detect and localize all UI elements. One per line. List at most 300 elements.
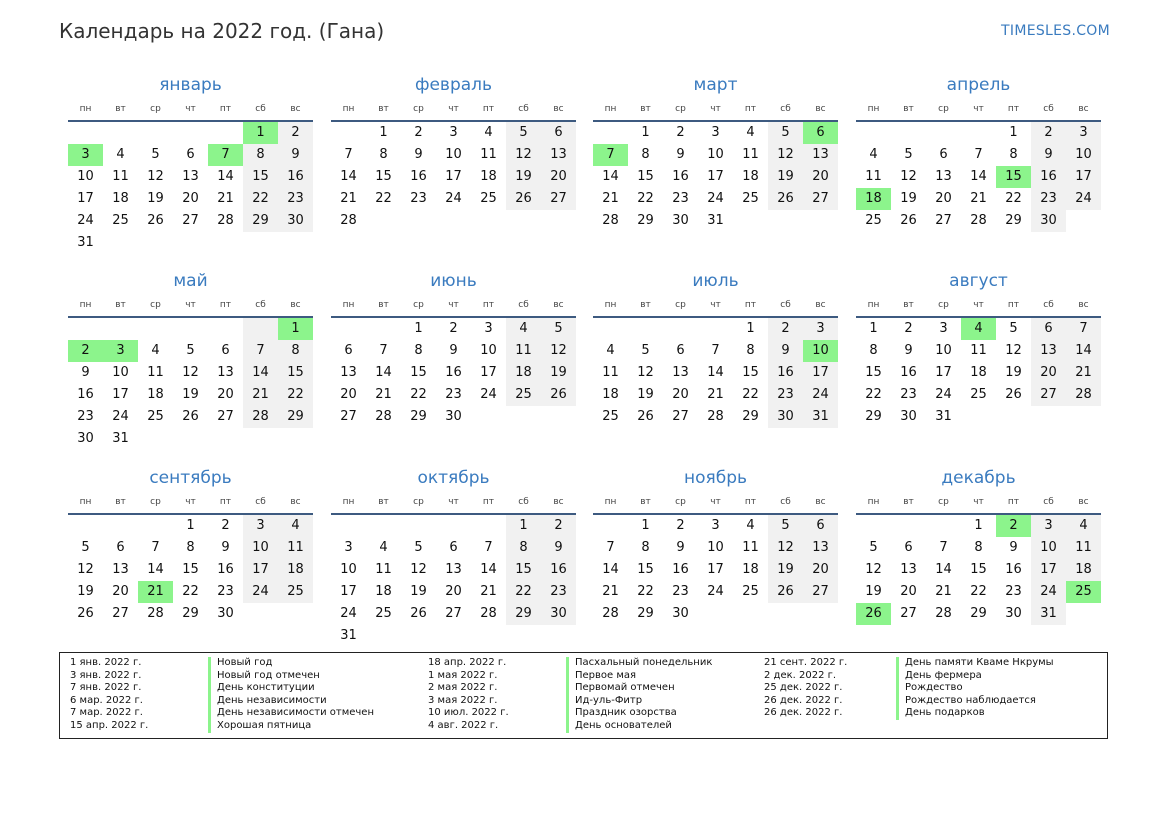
day-cell: 9: [81, 365, 90, 380]
day-cell: 11: [375, 562, 392, 577]
day-cell: 20: [112, 584, 129, 599]
weekday-label: сб: [780, 497, 791, 507]
month-7: [593, 269, 838, 428]
weekday-label: вс: [815, 497, 826, 507]
empty-day-cell: [208, 318, 243, 340]
day-cell: 26: [768, 188, 803, 210]
weekday-label: вс: [290, 104, 301, 114]
day-cell: 12: [541, 340, 576, 362]
day-cell: 1: [506, 515, 541, 537]
day-cell: 30: [77, 431, 94, 446]
day-cell: 14: [1066, 340, 1101, 362]
holiday-name: Новый год отмечен: [208, 670, 374, 683]
weekday-label: вс: [290, 300, 301, 310]
day-cell: 18: [1066, 559, 1101, 581]
day-cell: 7: [1066, 318, 1101, 340]
weekday-label: сб: [255, 497, 266, 507]
day-cell: 12: [1005, 343, 1022, 358]
day-cell: 27: [445, 606, 462, 621]
day-cell: 11: [742, 540, 759, 555]
day-cell: 4: [746, 518, 755, 533]
day-cell: 23: [278, 188, 313, 210]
holiday-date: 7 мар. 2022 г.: [70, 707, 143, 719]
day-cell: 1: [1009, 125, 1018, 140]
day-cell: 31: [77, 235, 94, 250]
day-cell: 6: [939, 147, 948, 162]
day-cell: 28: [602, 213, 619, 228]
day-cell: 23: [768, 384, 803, 406]
day-cell: 25: [147, 409, 164, 424]
empty-day-cell: [68, 515, 103, 537]
day-cell: 19: [182, 387, 199, 402]
day-cell: 14: [602, 169, 619, 184]
holiday-name: Новый год: [208, 657, 374, 670]
day-cell: 28: [1066, 384, 1101, 406]
holiday-day-cell: 7: [208, 144, 243, 166]
weekday-label: сб: [780, 104, 791, 114]
empty-day-cell: [138, 318, 173, 340]
weekday-label: вс: [1078, 104, 1089, 114]
day-cell: 4: [1066, 515, 1101, 537]
day-cell: 20: [803, 166, 838, 188]
weekday-label: вт: [640, 300, 651, 310]
day-cell: 8: [243, 144, 278, 166]
day-cell: 11: [865, 169, 882, 184]
day-cell: 23: [77, 409, 94, 424]
day-cell: 14: [970, 169, 987, 184]
day-cell: 3: [243, 515, 278, 537]
day-cell: 5: [506, 122, 541, 144]
day-cell: 15: [970, 562, 987, 577]
empty-day-cell: [366, 515, 401, 537]
day-cell: 15: [278, 362, 313, 384]
day-cell: 26: [182, 409, 199, 424]
holiday-day-cell: 3: [68, 144, 103, 166]
month-name: май: [173, 271, 208, 291]
holiday-date: 18 апр. 2022 г.: [428, 657, 507, 668]
day-cell: 11: [970, 343, 987, 358]
day-cell: 25: [742, 191, 759, 206]
day-cell: 22: [243, 188, 278, 210]
holiday-day-cell: 2: [68, 340, 103, 362]
day-cell: 11: [506, 340, 541, 362]
day-cell: 29: [410, 409, 427, 424]
day-cell: 17: [1031, 559, 1066, 581]
weekday-label: пт: [482, 104, 495, 114]
day-cell: 18: [506, 362, 541, 384]
day-cell: 15: [182, 562, 199, 577]
day-cell: 27: [803, 581, 838, 603]
month-8: [856, 269, 1101, 428]
empty-day-cell: [103, 122, 138, 144]
day-cell: 3: [939, 321, 948, 336]
weekday-label: сб: [518, 104, 529, 114]
day-cell: 8: [1009, 147, 1018, 162]
weekday-label: ср: [413, 497, 424, 507]
weekday-label: чт: [448, 104, 459, 114]
day-cell: 8: [869, 343, 878, 358]
day-cell: 18: [742, 169, 759, 184]
day-cell: 30: [672, 606, 689, 621]
day-cell: 5: [1009, 321, 1018, 336]
day-cell: 9: [278, 144, 313, 166]
empty-day-cell: [698, 318, 733, 340]
holiday-date: 3 янв. 2022 г.: [70, 669, 142, 681]
day-cell: 11: [1066, 537, 1101, 559]
day-cell: 10: [112, 365, 129, 380]
empty-day-cell: [173, 318, 208, 340]
day-cell: 6: [221, 343, 230, 358]
day-cell: 24: [480, 387, 497, 402]
day-cell: 17: [77, 191, 94, 206]
holiday-date: 10 июл. 2022 г.: [428, 707, 509, 719]
day-cell: 3: [344, 540, 353, 555]
day-cell: 2: [768, 318, 803, 340]
day-cell: 7: [243, 340, 278, 362]
day-cell: 26: [1005, 387, 1022, 402]
day-cell: 11: [742, 147, 759, 162]
day-cell: 21: [707, 387, 724, 402]
day-cell: 14: [147, 562, 164, 577]
empty-day-cell: [208, 122, 243, 144]
month-9: [68, 466, 313, 625]
day-cell: 14: [243, 362, 278, 384]
day-cell: 12: [637, 365, 654, 380]
weekday-label: пн: [604, 497, 617, 507]
day-cell: 1: [746, 321, 755, 336]
month-name: март: [693, 75, 738, 95]
day-cell: 5: [414, 540, 423, 555]
day-cell: 10: [1031, 537, 1066, 559]
weekday-label: чт: [973, 104, 984, 114]
day-cell: 4: [746, 125, 755, 140]
day-cell: 16: [1031, 166, 1066, 188]
day-cell: 15: [637, 562, 654, 577]
day-cell: 24: [707, 584, 724, 599]
weekday-label: чт: [710, 497, 721, 507]
day-cell: 27: [112, 606, 129, 621]
day-cell: 3: [711, 125, 720, 140]
weekday-label: вс: [553, 497, 564, 507]
day-cell: 19: [1005, 365, 1022, 380]
weekday-label: вт: [378, 497, 389, 507]
day-cell: 21: [480, 584, 497, 599]
day-cell: 17: [707, 562, 724, 577]
day-cell: 17: [935, 365, 952, 380]
day-cell: 21: [375, 387, 392, 402]
day-cell: 20: [340, 387, 357, 402]
day-cell: 7: [974, 147, 983, 162]
day-cell: 24: [803, 384, 838, 406]
day-cell: 29: [742, 409, 759, 424]
day-cell: 25: [375, 606, 392, 621]
day-cell: 29: [182, 606, 199, 621]
day-cell: 26: [541, 384, 576, 406]
day-cell: 3: [449, 125, 458, 140]
day-cell: 30: [217, 606, 234, 621]
day-cell: 6: [1031, 318, 1066, 340]
holiday-day-cell: 10: [803, 340, 838, 362]
day-cell: 21: [970, 191, 987, 206]
day-cell: 16: [1005, 562, 1022, 577]
month-name: ноябрь: [683, 468, 748, 488]
month-name: август: [949, 271, 1008, 291]
day-cell: 12: [77, 562, 94, 577]
day-cell: 6: [676, 343, 685, 358]
day-cell: 21: [217, 191, 234, 206]
day-cell: 29: [243, 210, 278, 232]
empty-day-cell: [401, 515, 436, 537]
day-cell: 15: [410, 365, 427, 380]
day-cell: 15: [506, 559, 541, 581]
day-cell: 21: [602, 191, 619, 206]
day-cell: 27: [935, 213, 952, 228]
holiday-name: Ид-уль-Фитр: [566, 695, 712, 708]
day-cell: 27: [541, 188, 576, 210]
holiday-dates-col-1: [70, 657, 148, 733]
day-cell: 5: [869, 540, 878, 555]
day-cell: 14: [602, 562, 619, 577]
day-cell: 9: [768, 340, 803, 362]
weekday-label: вт: [378, 104, 389, 114]
day-cell: 11: [147, 365, 164, 380]
weekday-label: сб: [518, 300, 529, 310]
weekday-label: чт: [185, 104, 196, 114]
day-cell: 31: [707, 213, 724, 228]
weekday-label: вс: [1078, 300, 1089, 310]
day-cell: 23: [217, 584, 234, 599]
day-cell: 7: [151, 540, 160, 555]
day-cell: 1: [414, 321, 423, 336]
day-cell: 5: [768, 122, 803, 144]
day-cell: 2: [541, 515, 576, 537]
day-cell: 3: [1066, 122, 1101, 144]
day-cell: 10: [1066, 144, 1101, 166]
day-cell: 17: [112, 387, 129, 402]
day-cell: 16: [410, 169, 427, 184]
weekday-label: чт: [448, 497, 459, 507]
day-cell: 16: [672, 169, 689, 184]
day-cell: 12: [410, 562, 427, 577]
day-cell: 1: [641, 518, 650, 533]
day-cell: 29: [637, 213, 654, 228]
day-cell: 30: [445, 409, 462, 424]
day-cell: 27: [803, 188, 838, 210]
empty-day-cell: [856, 515, 891, 537]
day-cell: 30: [672, 213, 689, 228]
day-cell: 30: [1031, 210, 1066, 232]
day-cell: 12: [506, 144, 541, 166]
day-cell: 13: [340, 365, 357, 380]
day-cell: 5: [904, 147, 913, 162]
empty-day-cell: [663, 318, 698, 340]
weekday-label: сб: [1043, 300, 1054, 310]
day-cell: 9: [1031, 144, 1066, 166]
day-cell: 10: [243, 537, 278, 559]
day-cell: 31: [1031, 603, 1066, 625]
day-cell: 9: [676, 540, 685, 555]
day-cell: 9: [449, 343, 458, 358]
month-name: октябрь: [417, 468, 490, 488]
day-cell: 17: [707, 169, 724, 184]
empty-day-cell: [436, 515, 471, 537]
day-cell: 22: [970, 584, 987, 599]
empty-day-cell: [926, 122, 961, 144]
holiday-date: 26 дек. 2022 г.: [764, 707, 843, 719]
empty-day-cell: [593, 122, 628, 144]
day-cell: 7: [484, 540, 493, 555]
day-cell: 25: [970, 387, 987, 402]
weekday-label: чт: [710, 104, 721, 114]
empty-day-cell: [138, 122, 173, 144]
day-cell: 2: [676, 518, 685, 533]
day-cell: 20: [900, 584, 917, 599]
day-cell: 7: [344, 147, 353, 162]
weekday-label: пт: [744, 497, 757, 507]
day-cell: 19: [506, 166, 541, 188]
day-cell: 23: [900, 387, 917, 402]
day-cell: 17: [243, 559, 278, 581]
weekday-label: вс: [1078, 497, 1089, 507]
holiday-date: 6 мар. 2022 г.: [70, 694, 143, 706]
day-cell: 29: [637, 606, 654, 621]
day-cell: 25: [480, 191, 497, 206]
day-cell: 20: [541, 166, 576, 188]
weekday-label: вт: [903, 497, 914, 507]
holiday-name: День фермера: [896, 670, 1054, 683]
day-cell: 4: [484, 125, 493, 140]
day-cell: 12: [865, 562, 882, 577]
holiday-name: День основателей: [566, 720, 712, 733]
empty-day-cell: [68, 318, 103, 340]
day-cell: 17: [445, 169, 462, 184]
empty-day-cell: [331, 515, 366, 537]
holiday-names-col-3: [896, 657, 1054, 720]
weekday-label: пт: [1007, 497, 1020, 507]
brand-logo[interactable]: TIMESLES.COM: [1001, 23, 1110, 39]
holiday-name: День независимости отмечен: [208, 707, 374, 720]
day-cell: 19: [77, 584, 94, 599]
weekday-label: пт: [744, 104, 757, 114]
day-cell: 6: [116, 540, 125, 555]
day-cell: 29: [1005, 213, 1022, 228]
day-cell: 17: [340, 584, 357, 599]
day-cell: 16: [672, 562, 689, 577]
day-cell: 18: [375, 584, 392, 599]
day-cell: 18: [742, 562, 759, 577]
day-cell: 8: [974, 540, 983, 555]
day-cell: 6: [803, 515, 838, 537]
holiday-date: 2 дек. 2022 г.: [764, 669, 837, 681]
day-cell: 17: [803, 362, 838, 384]
day-cell: 13: [803, 144, 838, 166]
weekday-label: ср: [938, 300, 949, 310]
empty-day-cell: [173, 122, 208, 144]
weekday-label: вс: [290, 497, 301, 507]
day-cell: 28: [217, 213, 234, 228]
weekday-label: пт: [1007, 104, 1020, 114]
holiday-name: Рождество: [896, 682, 1054, 695]
day-cell: 24: [1031, 581, 1066, 603]
day-cell: 18: [278, 559, 313, 581]
day-cell: 25: [602, 409, 619, 424]
weekday-label: вт: [903, 300, 914, 310]
day-cell: 23: [1005, 584, 1022, 599]
day-cell: 18: [602, 387, 619, 402]
day-cell: 28: [340, 213, 357, 228]
month-name: апрель: [946, 75, 1011, 95]
day-cell: 16: [217, 562, 234, 577]
day-cell: 24: [935, 387, 952, 402]
day-cell: 4: [379, 540, 388, 555]
day-cell: 26: [637, 409, 654, 424]
holiday-name: Пасхальный понедельник: [566, 657, 712, 670]
month-10: [331, 466, 576, 647]
empty-day-cell: [628, 318, 663, 340]
day-cell: 19: [541, 362, 576, 384]
day-cell: 12: [768, 144, 803, 166]
empty-day-cell: [926, 515, 961, 537]
day-cell: 10: [445, 147, 462, 162]
weekday-label: пт: [219, 497, 232, 507]
day-cell: 13: [217, 365, 234, 380]
day-cell: 21: [340, 191, 357, 206]
day-cell: 1: [869, 321, 878, 336]
empty-day-cell: [891, 515, 926, 537]
day-cell: 12: [900, 169, 917, 184]
day-cell: 30: [1005, 606, 1022, 621]
empty-day-cell: [331, 122, 366, 144]
day-cell: 8: [414, 343, 423, 358]
day-cell: 25: [865, 213, 882, 228]
day-cell: 28: [970, 213, 987, 228]
day-cell: 26: [410, 606, 427, 621]
day-cell: 8: [746, 343, 755, 358]
weekday-label: пн: [342, 497, 355, 507]
weekday-label: ср: [938, 104, 949, 114]
empty-day-cell: [891, 122, 926, 144]
day-cell: 5: [641, 343, 650, 358]
day-cell: 29: [865, 409, 882, 424]
weekday-label: пн: [79, 300, 92, 310]
day-cell: 23: [445, 387, 462, 402]
empty-day-cell: [856, 122, 891, 144]
day-cell: 16: [900, 365, 917, 380]
day-cell: 24: [707, 191, 724, 206]
day-cell: 7: [939, 540, 948, 555]
day-cell: 19: [768, 166, 803, 188]
month-name: сентябрь: [149, 468, 232, 488]
weekday-label: пт: [219, 300, 232, 310]
day-cell: 13: [900, 562, 917, 577]
day-cell: 22: [182, 584, 199, 599]
day-cell: 9: [221, 540, 230, 555]
day-cell: 24: [112, 409, 129, 424]
empty-day-cell: [593, 318, 628, 340]
day-cell: 9: [904, 343, 913, 358]
day-cell: 16: [77, 387, 94, 402]
day-cell: 16: [541, 559, 576, 581]
day-cell: 29: [970, 606, 987, 621]
day-cell: 10: [77, 169, 94, 184]
day-cell: 2: [449, 321, 458, 336]
holiday-date: 3 мая 2022 г.: [428, 694, 498, 706]
day-cell: 28: [375, 409, 392, 424]
day-cell: 15: [865, 365, 882, 380]
day-cell: 16: [445, 365, 462, 380]
day-cell: 10: [935, 343, 952, 358]
weekday-label: пн: [79, 104, 92, 114]
